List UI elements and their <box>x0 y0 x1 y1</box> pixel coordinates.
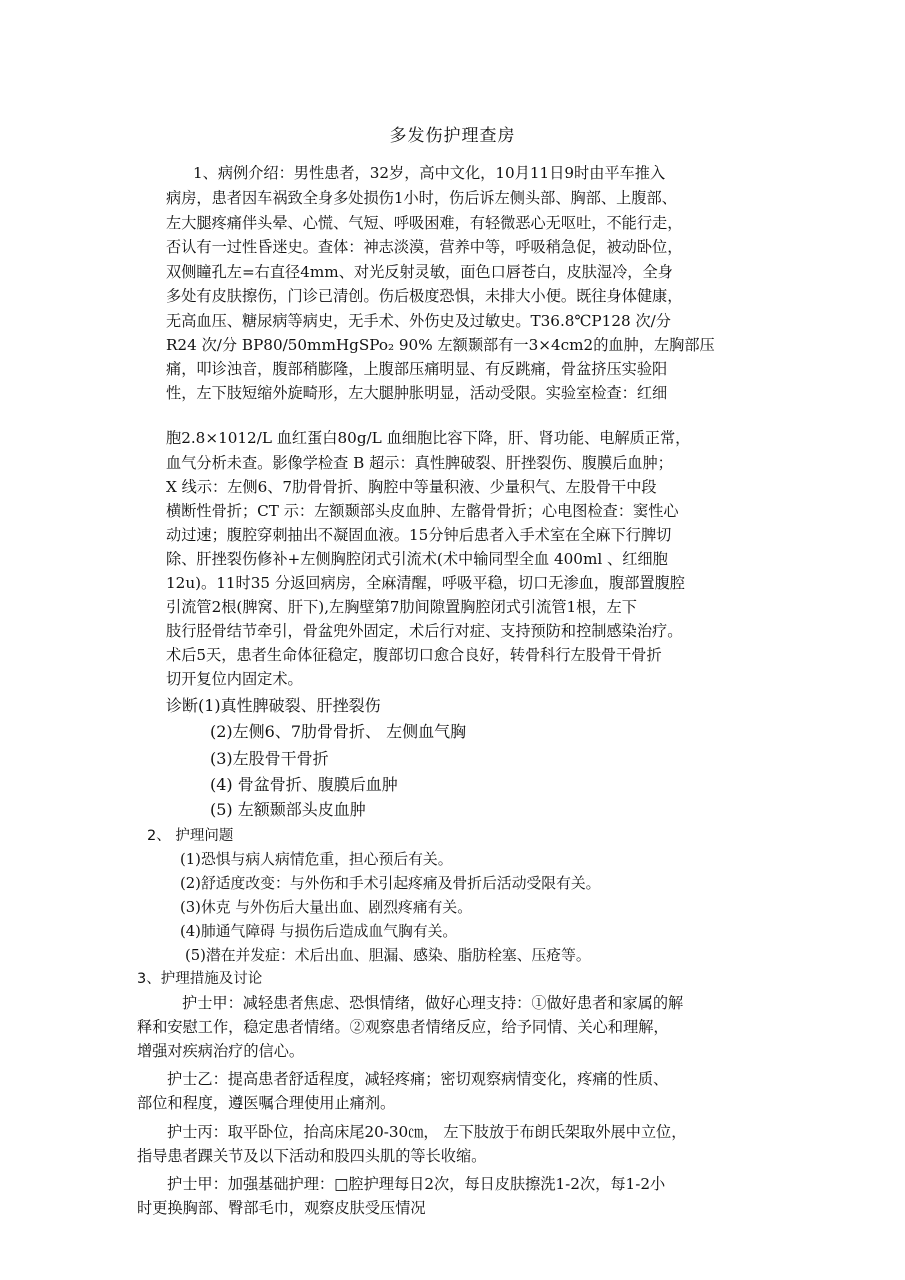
measure-line: 护士甲：减轻患者焦虑、恐惧情绪，做好心理支持：①做好患者和家属的解 <box>182 994 684 1012</box>
diagnosis-item: (5) 左额颞部头皮血肿 <box>210 800 366 819</box>
case-intro-line: 痛，叩诊浊音，腹部稍膨隆，上腹部压痛明显、有反跳痛，骨盆挤压实验阳 <box>166 360 668 378</box>
case-intro-line: R24 次/分 BP80/50mmHgSPo₂ 90% 左额颞部有一3×4cm2的血肿，左胸部压 <box>166 336 715 354</box>
case-cont-line: 胞2.8×1012/L 血红蛋白80g/L 血细胞比容下降，肝、肾功能、电解质正常， <box>166 429 691 447</box>
case-cont-line: 横断性骨折；CT 示：左额颞部头皮血肿、左髂骨骨折；心电图检查：窦性心 <box>166 502 679 520</box>
diagnosis-item: 诊断(1)真性脾破裂、肝挫裂伤 <box>166 696 381 715</box>
problem-item: (2)舒适度改变：与外伤和手术引起疼痛及骨折后活动受限有关。 <box>180 875 601 892</box>
measure-line: 增强对疾病治疗的信心。 <box>137 1042 305 1060</box>
measure-line: 释和安慰工作，稳定患者情绪。②观察患者情绪反应，给予同情、关心和理解， <box>137 1018 669 1036</box>
case-cont-line: 术后5天，患者生命体征稳定，腹部切口愈合良好，转骨科行左股骨干骨折 <box>166 646 662 664</box>
section-heading: 3、护理措施及讨论 <box>137 971 263 987</box>
measure-line: 部位和程度，遵医嘱合理使用止痛剂。 <box>137 1094 396 1112</box>
problem-item: (1)恐惧与病人病情危重，担心预后有关。 <box>180 851 453 868</box>
case-intro-line: 无高血压、糖尿病等病史，无手术、外伤史及过敏史。T36.8℃P128 次/分 <box>166 312 671 330</box>
diagnosis-item: (3)左股骨干骨折 <box>210 749 329 768</box>
problem-item: (5)潜在并发症：术后出血、胆漏、感染、脂肪栓塞、压疮等。 <box>185 947 591 964</box>
case-intro-line: 多处有皮肤擦伤，门诊已清创。伤后极度恐惧，未排大小便。既往身体健康， <box>166 287 683 305</box>
case-cont-line: 动过速；腹腔穿刺抽出不凝固血液。15分钟后患者入手术室在全麻下行脾切 <box>166 526 672 544</box>
measure-line: 护士丙：取平卧位，抬高床尾20-30㎝， 左下肢放于布朗氏架取外展中立位， <box>167 1123 687 1141</box>
case-intro-line: 性，左下肢短缩外旋畸形，左大腿肿胀明显，活动受限。实验室检查：红细 <box>166 384 668 402</box>
case-intro-line: 左大腿疼痛伴头晕、心慌、气短、呼吸困难，有轻微恶心无呕吐，不能行走， <box>166 214 683 232</box>
case-cont-line: 引流管2根(脾窝、肝下),左胸壁第7肋间隙置胸腔闭式引流管1根，左下 <box>166 598 637 616</box>
diagnosis-item: (2)左侧6、7肋骨骨折、 左侧血气胸 <box>210 722 467 741</box>
case-intro-line: 双侧瞳孔左=右直径4mm、对光反射灵敏，面色口唇苍白，皮肤湿冷，全身 <box>166 263 673 281</box>
problem-item: (4)肺通气障碍 与损伤后造成血气胸有关。 <box>180 923 458 940</box>
case-cont-line: X 线示：左侧6、7肋骨骨折、胸腔中等量积液、少量积气、左股骨干中段 <box>166 478 657 496</box>
case-cont-line: 肢行胫骨结节牵引，骨盆兜外固定，术后行对症、支持预防和控制感染治疗。 <box>166 622 683 640</box>
measure-line: 时更换胸部、臀部毛巾，观察皮肤受压情况 <box>137 1199 426 1217</box>
measure-line: 护士甲：加强基础护理：□腔护理每日2次，每日皮肤擦洗1-2次，每1-2小 <box>167 1175 666 1193</box>
case-cont-line: 12u)。11时35 分返回病房，全麻清醒，呼吸平稳，切口无渗血，腹部置腹腔 <box>166 574 685 592</box>
case-cont-line: 除、肝挫裂伤修补+左侧胸腔闭式引流术(术中输同型全血 400ml 、红细胞 <box>166 550 668 568</box>
case-intro-line: 1、病例介绍：男性患者，32岁，高中文化，10月11日9时由平车推入 <box>193 164 666 182</box>
case-intro-line: 病房，患者因车祸致全身多处损伤1小时，伤后诉左侧头部、胸部、上腹部、 <box>166 189 677 207</box>
problem-item: (3)休克 与外伤后大量出血、剧烈疼痛有关。 <box>180 899 473 916</box>
diagnosis-item: (4) 骨盆骨折、腹膜后血肿 <box>210 775 398 794</box>
measure-line: 护士乙：提高患者舒适程度，减轻疼痛；密切观察病情变化，疼痛的性质、 <box>167 1070 669 1088</box>
section-heading: 2、 护理问题 <box>147 828 234 844</box>
page-title: 多发伤护理查房 <box>389 126 516 146</box>
measure-line: 指导患者踝关节及以下活动和股四头肌的等长收缩。 <box>137 1147 487 1165</box>
case-cont-line: 切开复位内固定术。 <box>166 670 303 688</box>
case-cont-line: 血气分析未查。影像学检查 B 超示：真性脾破裂、肝挫裂伤、腹膜后血肿； <box>166 454 673 472</box>
case-intro-line: 否认有一过性昏迷史。查体：神志淡漠，营养中等，呼吸稍急促，被动卧位， <box>166 238 683 256</box>
